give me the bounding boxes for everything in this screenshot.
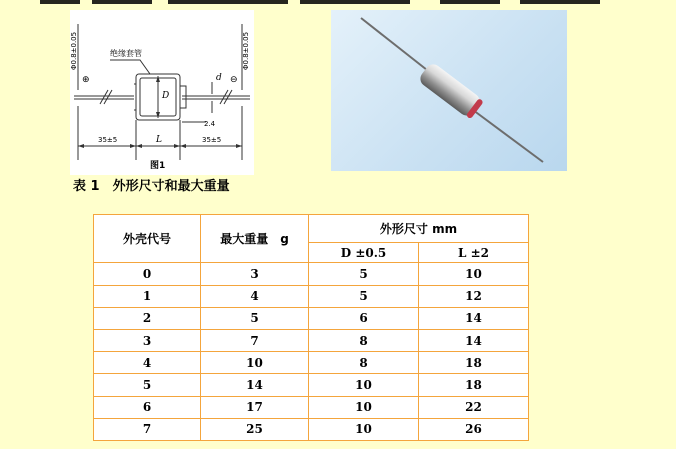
cell-D: 5	[309, 263, 419, 285]
body-length-label: L	[156, 135, 162, 145]
header-D: D ±0.5	[309, 243, 419, 263]
minus-terminal-symbol: ⊖	[230, 75, 238, 85]
cell-L: 14	[419, 329, 529, 351]
table-row	[94, 418, 529, 440]
cell-D: 5	[309, 285, 419, 307]
cell-L: 14	[419, 307, 529, 329]
cell-max-weight: 7	[201, 329, 309, 351]
plus-terminal-symbol: ⊕	[82, 75, 90, 85]
lead-left-length-label: 35±5	[98, 136, 118, 144]
cell-case-code: 7	[94, 418, 201, 440]
cell-max-weight: 25	[201, 418, 309, 440]
d-dimension-label: d	[216, 73, 222, 83]
table-row	[94, 285, 529, 307]
diameter-label-left: Φ0.8±0.05	[70, 31, 78, 70]
cropped-text-strip	[0, 0, 676, 8]
header-L: L ±2	[419, 243, 529, 263]
cell-L: 26	[419, 418, 529, 440]
cell-max-weight: 10	[201, 352, 309, 374]
cell-case-code: 2	[94, 307, 201, 329]
cell-max-weight: 17	[201, 396, 309, 418]
header-max-weight: 最大重量 g	[201, 215, 309, 263]
table-row	[94, 263, 529, 285]
cell-max-weight: 3	[201, 263, 309, 285]
table-row	[94, 396, 529, 418]
table-row	[94, 307, 529, 329]
cell-D: 8	[309, 329, 419, 351]
cell-max-weight: 5	[201, 307, 309, 329]
cell-D: 10	[309, 418, 419, 440]
lead-right-length-label: 35±5	[202, 136, 222, 144]
cell-D: 8	[309, 352, 419, 374]
cell-L: 18	[419, 374, 529, 396]
cell-case-code: 4	[94, 352, 201, 374]
cell-case-code: 5	[94, 374, 201, 396]
cell-L: 12	[419, 285, 529, 307]
table-row	[94, 352, 529, 374]
cell-max-weight: 14	[201, 374, 309, 396]
cell-case-code: 3	[94, 329, 201, 351]
cell-L: 10	[419, 263, 529, 285]
sleeve-label: 绝缘套管	[110, 49, 142, 58]
D-dimension-label: D	[162, 91, 170, 101]
cell-case-code: 1	[94, 285, 201, 307]
header-case-code: 外壳代号	[94, 215, 201, 263]
component-photo	[331, 10, 567, 171]
cell-case-code: 0	[94, 263, 201, 285]
header-dimensions: 外形尺寸 mm	[309, 215, 529, 243]
cell-max-weight: 4	[201, 285, 309, 307]
table-row	[94, 329, 529, 351]
cell-D: 10	[309, 396, 419, 418]
diameter-label-right: Φ0.8±0.05	[242, 31, 250, 70]
figure-caption: 图1	[150, 161, 166, 171]
table-caption: 表 1 外形尺寸和最大重量	[73, 179, 230, 194]
cell-D: 6	[309, 307, 419, 329]
cell-L: 22	[419, 396, 529, 418]
table-row	[94, 374, 529, 396]
cell-L: 18	[419, 352, 529, 374]
dimension-weight-table	[93, 214, 529, 441]
dimension-drawing	[70, 10, 254, 175]
cell-D: 10	[309, 374, 419, 396]
offset-dimension-label: 2.4	[204, 120, 216, 128]
table-header-row	[94, 215, 529, 243]
cell-case-code: 6	[94, 396, 201, 418]
